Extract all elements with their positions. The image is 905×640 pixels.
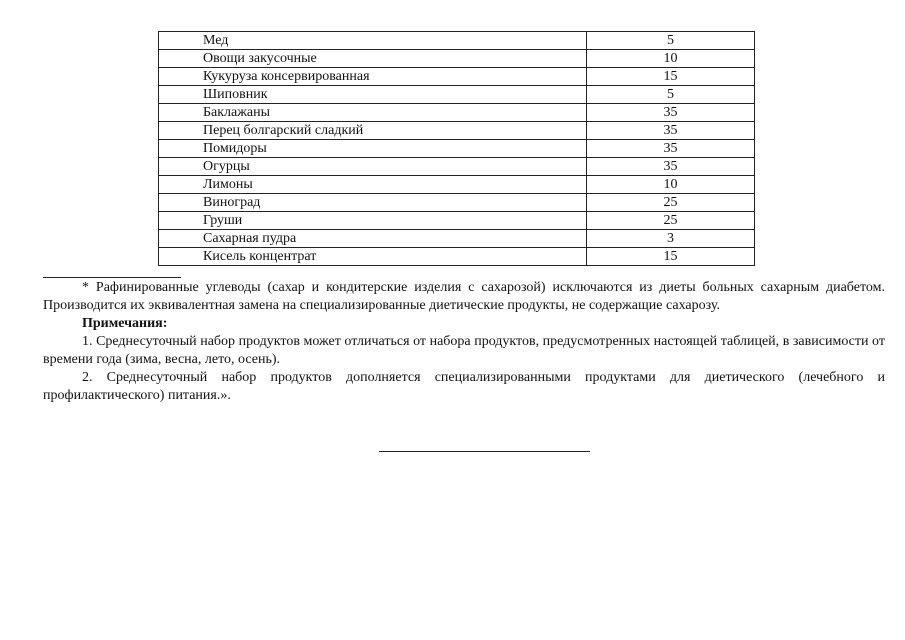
product-name-cell: Огурцы (159, 158, 587, 176)
table-row (159, 68, 755, 86)
product-value-cell: 35 (587, 140, 755, 158)
table-row (159, 176, 755, 194)
product-name-cell: Помидоры (159, 140, 587, 158)
product-name-cell: Шиповник (159, 86, 587, 104)
table-row (159, 158, 755, 176)
table-row (159, 32, 755, 50)
product-value-cell: 10 (587, 176, 755, 194)
product-name-cell: Виноград (159, 194, 587, 212)
product-name-cell: Лимоны (159, 176, 587, 194)
table-row (159, 248, 755, 266)
note-item-2: 2. Среднесуточный набор продуктов дополняется специализированными продуктами для диетического (лечебного и профилактического) питания.». (43, 370, 885, 403)
table-row (159, 50, 755, 68)
product-value-cell: 25 (587, 212, 755, 230)
end-separator (379, 451, 590, 452)
product-value-cell: 25 (587, 194, 755, 212)
product-value-cell: 15 (587, 68, 755, 86)
product-name-cell: Груши (159, 212, 587, 230)
product-name-cell: Кукуруза консервированная (159, 68, 587, 86)
product-name-cell: Мед (159, 32, 587, 50)
product-value-cell: 3 (587, 230, 755, 248)
product-value-cell: 10 (587, 50, 755, 68)
products-table (158, 31, 755, 266)
product-value-cell: 15 (587, 248, 755, 266)
notes-section (43, 279, 885, 405)
table-row (159, 122, 755, 140)
note-item-1: 1. Среднесуточный набор продуктов может отличаться от набора продуктов, предусмотренных настоящей таблицей, в зависимости от времени года (зима, весна, лето, осень). (43, 334, 885, 367)
table-row (159, 104, 755, 122)
products-table-body (159, 32, 755, 266)
product-name-cell: Овощи закусочные (159, 50, 587, 68)
product-value-cell: 5 (587, 32, 755, 50)
table-row (159, 140, 755, 158)
table-row (159, 194, 755, 212)
product-name-cell: Сахарная пудра (159, 230, 587, 248)
notes-heading: Примечания: (82, 316, 168, 331)
table-row (159, 212, 755, 230)
product-value-cell: 35 (587, 104, 755, 122)
table-row (159, 86, 755, 104)
footnote-separator (43, 277, 181, 278)
product-value-cell: 35 (587, 122, 755, 140)
product-name-cell: Перец болгарский сладкий (159, 122, 587, 140)
product-name-cell: Баклажаны (159, 104, 587, 122)
footnote-text: * Рафинированные углеводы (сахар и кондитерские изделия с сахарозой) исключаются из диеты больных сахарным диабетом. Производится их эквивалентная замена на специализированные диетические продукты, не содержащие сахарозу. (43, 280, 885, 313)
product-value-cell: 35 (587, 158, 755, 176)
table-row (159, 230, 755, 248)
product-value-cell: 5 (587, 86, 755, 104)
product-name-cell: Кисель концентрат (159, 248, 587, 266)
